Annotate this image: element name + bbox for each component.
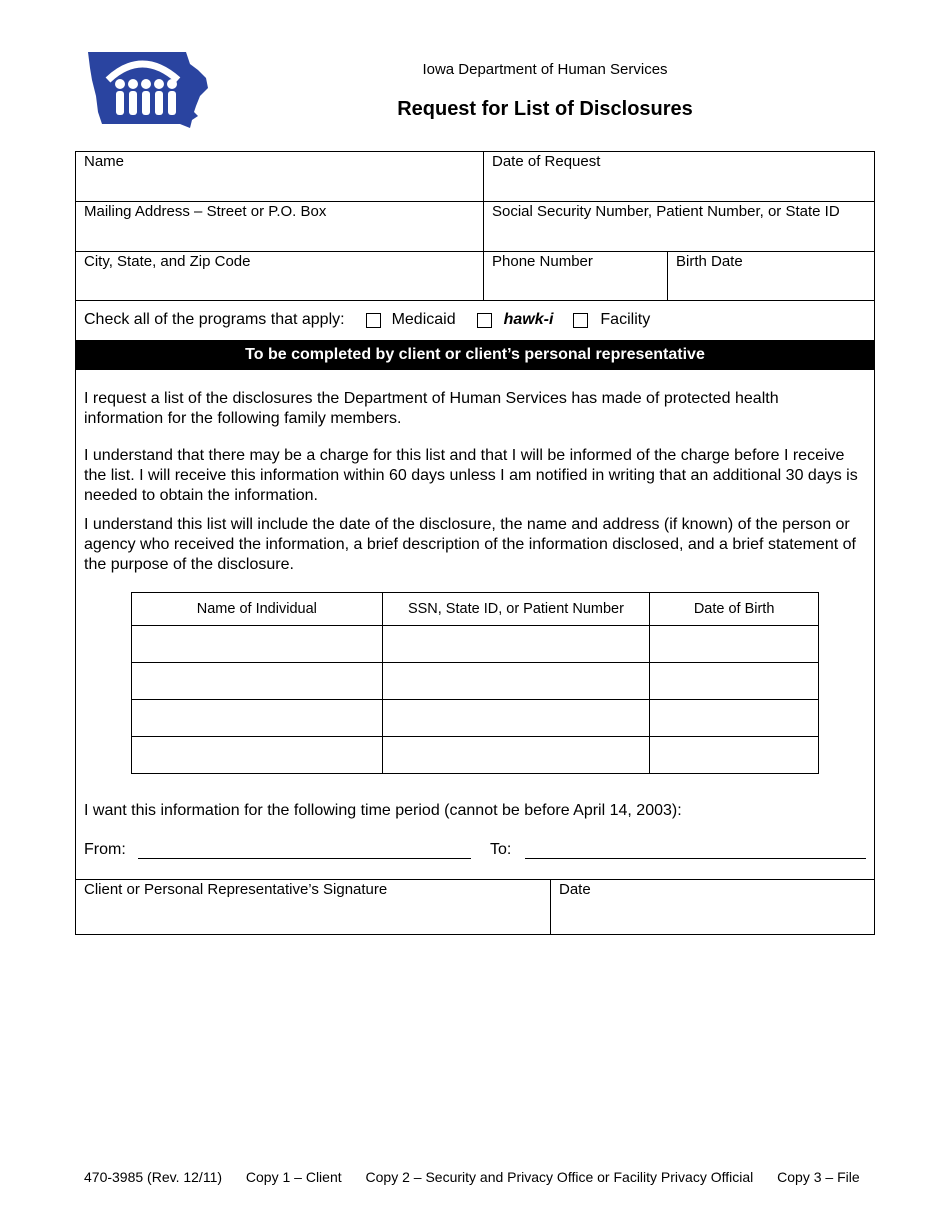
- copy-1: Copy 1 – Client: [245, 1169, 342, 1185]
- dhs-logo: [86, 50, 212, 130]
- table-cell[interactable]: [132, 663, 383, 700]
- date-of-request-label: Date of Request: [492, 153, 601, 170]
- table-cell[interactable]: [132, 626, 383, 663]
- signature-date-field[interactable]: [551, 880, 874, 934]
- table-cell[interactable]: [650, 626, 819, 663]
- table-cell[interactable]: [382, 737, 650, 774]
- table-cell[interactable]: [650, 663, 819, 700]
- medicaid-checkbox[interactable]: [366, 313, 381, 328]
- form-number: 470-3985 (Rev. 12/11): [84, 1169, 223, 1185]
- table-cell[interactable]: [382, 626, 650, 663]
- header-ssn-state-id: SSN, State ID, or Patient Number: [382, 593, 650, 626]
- signature-field[interactable]: [76, 880, 550, 934]
- table-row: [132, 663, 819, 700]
- table-cell[interactable]: [132, 700, 383, 737]
- birth-date-label: Birth Date: [676, 253, 743, 270]
- city-state-zip-field[interactable]: [76, 252, 483, 300]
- paragraph-charge: I understand that there may be a charge for this list and that I will be informed of the charge before I receive the list. I will receive this information within 60 days unless I am notified in writing that an additional 30 days is needed to obtain the information.: [84, 447, 858, 504]
- table-cell[interactable]: [382, 700, 650, 737]
- table-cell[interactable]: [382, 663, 650, 700]
- paragraph-request: I request a list of the disclosures the Department of Human Services has made of protected health information for the following family members.: [84, 390, 779, 427]
- table-row: [132, 737, 819, 774]
- table-cell[interactable]: [132, 737, 383, 774]
- page-title: Request for List of Disclosures: [397, 98, 693, 120]
- disclosure-form: [75, 151, 875, 935]
- medicaid-label: Medicaid: [391, 311, 456, 328]
- to-label: To:: [490, 841, 512, 858]
- table-row: [132, 700, 819, 737]
- mailing-address-label: Mailing Address – Street or P.O. Box: [84, 203, 327, 220]
- to-line[interactable]: [525, 858, 866, 859]
- table-cell[interactable]: [650, 737, 819, 774]
- phone-field[interactable]: [484, 252, 667, 300]
- from-label: From:: [84, 841, 126, 858]
- header-date-of-birth: Date of Birth: [650, 593, 819, 626]
- section-banner: To be completed by client or client’s personal representative: [76, 340, 874, 370]
- id-number-field[interactable]: [484, 202, 874, 251]
- agency-name: Iowa Department of Human Services: [422, 61, 668, 78]
- birth-date-field[interactable]: [668, 252, 874, 300]
- signature-label: Client or Personal Representative’s Signature: [84, 881, 388, 898]
- footer: [84, 1169, 860, 1185]
- table-row: [132, 626, 819, 663]
- copy-3: Copy 3 – File: [777, 1169, 860, 1185]
- time-period-label: I want this information for the following time period (cannot be before April 14, 2003):: [84, 802, 682, 819]
- phone-label: Phone Number: [492, 253, 593, 270]
- id-number-label: Social Security Number, Patient Number, or State ID: [492, 203, 840, 220]
- city-state-zip-label: City, State, and Zip Code: [84, 253, 251, 270]
- hawk-i-label: hawk-i: [503, 311, 554, 328]
- paragraph-contents: I understand this list will include the date of the disclosure, the name and address (if known) of the person or agency who received the information, a brief description of the information disclosed, and a brief statement of the purpose of the disclosure.: [84, 516, 856, 573]
- name-label: Name: [84, 153, 125, 170]
- table-cell[interactable]: [650, 700, 819, 737]
- copy-2: Copy 2 – Security and Privacy Office or Facility Privacy Official: [365, 1169, 754, 1185]
- family-members-table: [131, 592, 819, 774]
- signature-date-label: Date: [559, 881, 591, 898]
- facility-label: Facility: [600, 311, 651, 328]
- programs-label: Check all of the programs that apply:: [84, 311, 345, 328]
- name-field[interactable]: [76, 152, 483, 201]
- mailing-address-field[interactable]: [76, 202, 483, 251]
- programs-row: [84, 311, 650, 329]
- hawk-i-checkbox[interactable]: [477, 313, 492, 328]
- table-header-row: [132, 593, 819, 626]
- from-line[interactable]: [138, 858, 471, 859]
- header-name-of-individual: Name of Individual: [132, 593, 383, 626]
- facility-checkbox[interactable]: [573, 313, 588, 328]
- date-of-request-field[interactable]: [484, 152, 874, 201]
